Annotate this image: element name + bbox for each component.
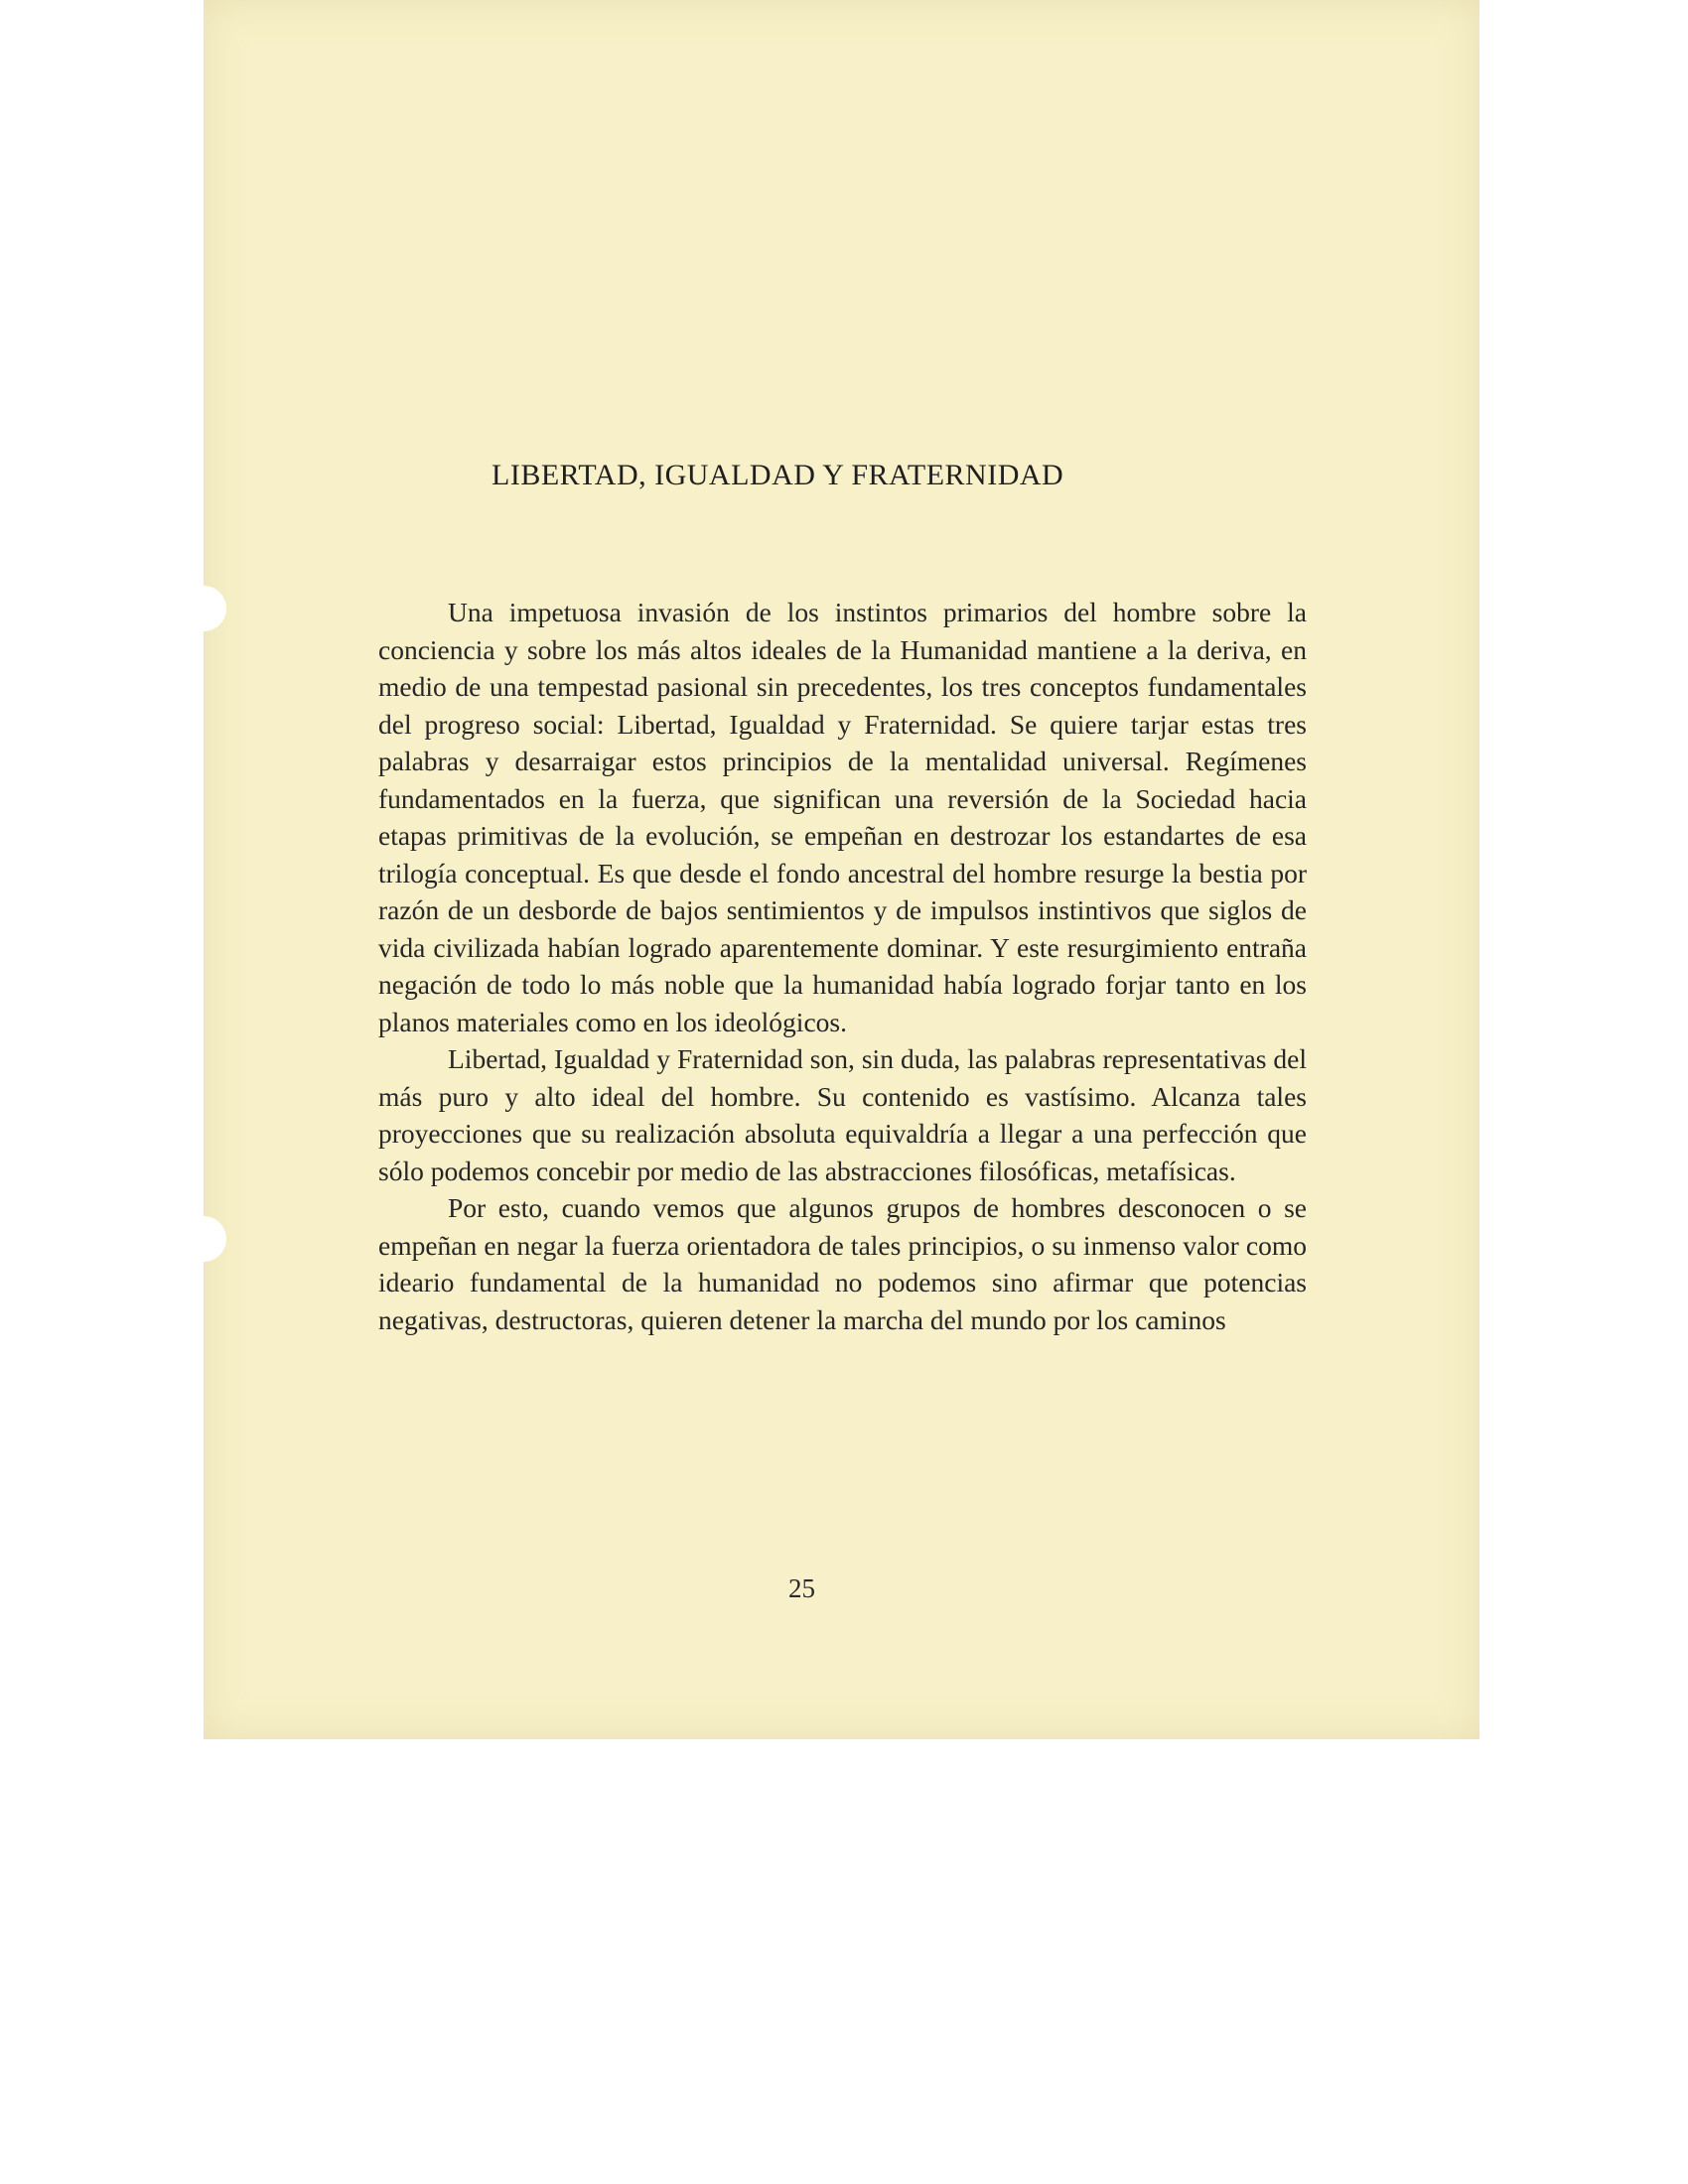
page-number: 25 (788, 1573, 815, 1603)
punch-hole-top (181, 586, 226, 631)
chapter-title: LIBERTAD, IGUALDAD Y FRATERNIDAD (492, 459, 1064, 491)
paragraph-3: Por esto, cuando vemos que algunos grupos de hombres desconocen o se empeñan en negar la fuerza orientadora de tales principios, o su inmenso valor como ideario fundamental de la humanidad no podemos sino afirmar que potencias negativas, destructoras, quieren detener la marcha del mundo por los caminos (378, 1192, 1307, 1335)
punch-hole-bottom (181, 1216, 226, 1262)
body-text (378, 594, 1307, 1338)
paragraph-2: Libertad, Igualdad y Fraternidad son, sin duda, las palabras representativas del más puro y alto ideal del hombre. Su contenido es vastísimo. Alcanza tales proyecciones que su realización absoluta equivaldría a llegar a una perfección que sólo podemos concebir por medio de las abstracciones filosóficas, metafísicas. (378, 1043, 1307, 1186)
scanned-page (204, 0, 1479, 1739)
paragraph-1: Una impetuosa invasión de los instintos primarios del hombre sobre la conciencia y sobre los más altos ideales de la Humanidad mantiene a la deriva, en medio de una tempestad pasional sin precedentes, los tres conceptos fundamentales del progreso social: Libertad, Igualdad y Fraternidad. Se quiere tarjar estas tres palabras y desarraigar estos principios de la mentalidad universal. Regímenes fundamentados en la fuerza, que significan una reversión de la Sociedad hacia etapas primitivas de la evolución, se empeñan en destrozar los estandartes de esa trilogía conceptual. Es que desde el fondo ancestral del hombre resurge la bestia por razón de un desborde de bajos sentimientos y de impulsos instintivos que siglos de vida civilizada habían logrado aparentemente dominar. Y este resurgimiento entraña negación de todo lo más noble que la humanidad había logrado forjar tanto en los planos materiales como en los ideológicos. (378, 597, 1307, 1037)
